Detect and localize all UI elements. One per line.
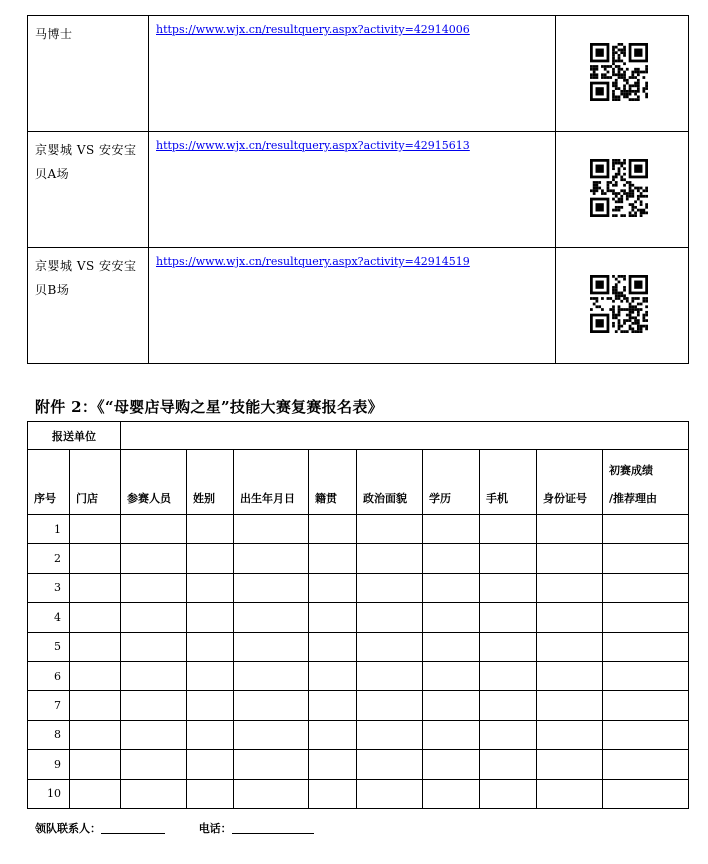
form-cell[interactable] xyxy=(423,661,480,690)
table-row xyxy=(28,632,689,661)
form-cell[interactable] xyxy=(70,544,121,573)
form-cell[interactable] xyxy=(480,632,537,661)
form-cell[interactable] xyxy=(423,515,480,544)
form-cell[interactable] xyxy=(234,544,309,573)
form-cell[interactable] xyxy=(423,544,480,573)
footer xyxy=(35,820,314,836)
form-cell[interactable] xyxy=(480,750,537,779)
table-row xyxy=(28,573,689,602)
form-cell[interactable] xyxy=(234,661,309,690)
form-cell[interactable] xyxy=(309,661,357,690)
form-cell[interactable] xyxy=(309,720,357,749)
form-cell[interactable] xyxy=(187,515,234,544)
session-name: 京婴城 VS 安安宝贝B场 xyxy=(28,248,149,364)
form-cell[interactable] xyxy=(423,779,480,808)
form-cell[interactable] xyxy=(603,720,689,749)
form-cell[interactable] xyxy=(234,691,309,720)
form-cell[interactable] xyxy=(70,661,121,690)
form-cell[interactable] xyxy=(480,515,537,544)
form-cell[interactable] xyxy=(121,515,187,544)
form-cell[interactable] xyxy=(309,779,357,808)
form-cell[interactable] xyxy=(187,691,234,720)
form-cell[interactable] xyxy=(121,603,187,632)
score-header-line1: 初赛成绩 xyxy=(609,464,653,477)
form-cell[interactable] xyxy=(537,720,603,749)
form-cell[interactable] xyxy=(187,661,234,690)
column-header: 门店 xyxy=(70,450,121,515)
form-cell[interactable] xyxy=(234,750,309,779)
column-header-score xyxy=(603,450,689,515)
table-row xyxy=(28,544,689,573)
result-query-link[interactable]: https://www.wjx.cn/resultquery.aspx?activity=42914519 xyxy=(156,255,470,268)
qr-code-icon xyxy=(590,275,648,333)
registration-form-table xyxy=(27,421,689,809)
column-header: 参赛人员 xyxy=(121,450,187,515)
form-cell[interactable] xyxy=(423,632,480,661)
session-name: 京婴城 VS 安安宝贝A场 xyxy=(28,132,149,248)
form-cell[interactable] xyxy=(357,720,423,749)
form-cell[interactable] xyxy=(309,515,357,544)
form-cell[interactable] xyxy=(70,691,121,720)
form-cell[interactable] xyxy=(603,691,689,720)
form-cell[interactable] xyxy=(603,661,689,690)
form-cell[interactable] xyxy=(537,750,603,779)
form-cell[interactable] xyxy=(537,515,603,544)
form-cell[interactable] xyxy=(121,691,187,720)
form-cell[interactable] xyxy=(121,661,187,690)
row-number: 1 xyxy=(28,515,70,544)
form-cell[interactable] xyxy=(603,573,689,602)
form-cell[interactable] xyxy=(537,544,603,573)
form-cell[interactable] xyxy=(537,573,603,602)
row-number: 2 xyxy=(28,544,70,573)
form-cell[interactable] xyxy=(537,779,603,808)
row-number: 5 xyxy=(28,632,70,661)
form-cell[interactable] xyxy=(70,779,121,808)
form-cell[interactable] xyxy=(309,750,357,779)
annex-title: 附件 2：《“母婴店导购之星”技能大赛复赛报名表》 xyxy=(35,398,383,416)
form-cell[interactable] xyxy=(234,779,309,808)
form-cell[interactable] xyxy=(603,779,689,808)
unit-value-field[interactable] xyxy=(121,422,689,450)
row-number: 3 xyxy=(28,573,70,602)
table-row xyxy=(28,661,689,690)
qr-link-table xyxy=(27,15,689,364)
form-cell[interactable] xyxy=(537,603,603,632)
form-cell[interactable] xyxy=(309,544,357,573)
row-number: 9 xyxy=(28,750,70,779)
form-cell[interactable] xyxy=(537,661,603,690)
form-cell[interactable] xyxy=(121,779,187,808)
column-header: 学历 xyxy=(423,450,480,515)
session-name: 马博士 xyxy=(28,16,149,132)
form-cell[interactable] xyxy=(187,573,234,602)
row-number: 8 xyxy=(28,720,70,749)
table-row xyxy=(28,691,689,720)
form-cell[interactable] xyxy=(234,720,309,749)
form-cell[interactable] xyxy=(357,603,423,632)
column-header: 身份证号 xyxy=(537,450,603,515)
row-number: 4 xyxy=(28,603,70,632)
form-cell[interactable] xyxy=(309,573,357,602)
form-cell[interactable] xyxy=(537,691,603,720)
column-header: 籍贯 xyxy=(309,450,357,515)
form-cell[interactable] xyxy=(187,603,234,632)
column-header: 序号 xyxy=(28,450,70,515)
form-cell[interactable] xyxy=(357,544,423,573)
form-cell[interactable] xyxy=(603,515,689,544)
row-number: 10 xyxy=(28,779,70,808)
qr-row xyxy=(28,16,689,132)
form-cell[interactable] xyxy=(357,750,423,779)
form-cell[interactable] xyxy=(70,632,121,661)
form-cell[interactable] xyxy=(187,544,234,573)
form-cell[interactable] xyxy=(70,720,121,749)
form-cell[interactable] xyxy=(187,750,234,779)
column-header-row xyxy=(28,450,689,515)
form-cell[interactable] xyxy=(121,720,187,749)
form-cell[interactable] xyxy=(603,544,689,573)
form-cell[interactable] xyxy=(423,573,480,602)
form-cell[interactable] xyxy=(234,603,309,632)
table-row xyxy=(28,779,689,808)
qr-row xyxy=(28,132,689,248)
form-cell[interactable] xyxy=(480,603,537,632)
form-cell[interactable] xyxy=(480,779,537,808)
qr-code-icon xyxy=(590,43,648,101)
qr-row xyxy=(28,248,689,364)
form-cell[interactable] xyxy=(309,603,357,632)
leader-label: 领队联系人： xyxy=(35,822,101,835)
column-header: 政治面貌 xyxy=(357,450,423,515)
unit-label: 报送单位 xyxy=(28,422,121,450)
form-cell[interactable] xyxy=(357,632,423,661)
form-cell[interactable] xyxy=(70,750,121,779)
phone-blank[interactable] xyxy=(232,833,314,834)
form-cell[interactable] xyxy=(357,779,423,808)
form-cell[interactable] xyxy=(480,720,537,749)
result-query-link[interactable]: https://www.wjx.cn/resultquery.aspx?activity=42915613 xyxy=(156,139,470,152)
form-cell[interactable] xyxy=(423,603,480,632)
phone-label: 电话： xyxy=(198,822,232,835)
form-cell[interactable] xyxy=(309,632,357,661)
table-row xyxy=(28,720,689,749)
form-cell[interactable] xyxy=(70,603,121,632)
qr-code-icon xyxy=(590,159,648,217)
form-cell[interactable] xyxy=(187,632,234,661)
form-cell[interactable] xyxy=(423,691,480,720)
table-row xyxy=(28,750,689,779)
score-header-line2: /推荐理由 xyxy=(609,492,658,505)
form-cell[interactable] xyxy=(480,661,537,690)
form-cell[interactable] xyxy=(121,544,187,573)
table-row xyxy=(28,603,689,632)
form-cell[interactable] xyxy=(537,632,603,661)
form-cell[interactable] xyxy=(187,720,234,749)
column-header: 手机 xyxy=(480,450,537,515)
form-cell[interactable] xyxy=(357,573,423,602)
row-number: 7 xyxy=(28,691,70,720)
form-cell[interactable] xyxy=(357,661,423,690)
column-header: 出生年月日 xyxy=(234,450,309,515)
form-cell[interactable] xyxy=(603,603,689,632)
form-cell[interactable] xyxy=(187,779,234,808)
form-cell[interactable] xyxy=(357,515,423,544)
form-cell[interactable] xyxy=(234,515,309,544)
leader-blank[interactable] xyxy=(101,833,165,834)
form-cell[interactable] xyxy=(234,573,309,602)
result-query-link[interactable]: https://www.wjx.cn/resultquery.aspx?activity=42914006 xyxy=(156,23,470,36)
column-header: 姓别 xyxy=(187,450,234,515)
form-cell[interactable] xyxy=(603,632,689,661)
form-cell[interactable] xyxy=(70,573,121,602)
form-cell[interactable] xyxy=(480,544,537,573)
form-cell[interactable] xyxy=(121,750,187,779)
form-cell[interactable] xyxy=(121,632,187,661)
form-cell[interactable] xyxy=(480,573,537,602)
table-row xyxy=(28,515,689,544)
form-cell[interactable] xyxy=(423,750,480,779)
form-cell[interactable] xyxy=(309,691,357,720)
form-cell[interactable] xyxy=(70,515,121,544)
form-cell[interactable] xyxy=(121,573,187,602)
form-cell[interactable] xyxy=(603,750,689,779)
row-number: 6 xyxy=(28,661,70,690)
form-cell[interactable] xyxy=(480,691,537,720)
form-cell[interactable] xyxy=(423,720,480,749)
form-cell[interactable] xyxy=(357,691,423,720)
form-cell[interactable] xyxy=(234,632,309,661)
